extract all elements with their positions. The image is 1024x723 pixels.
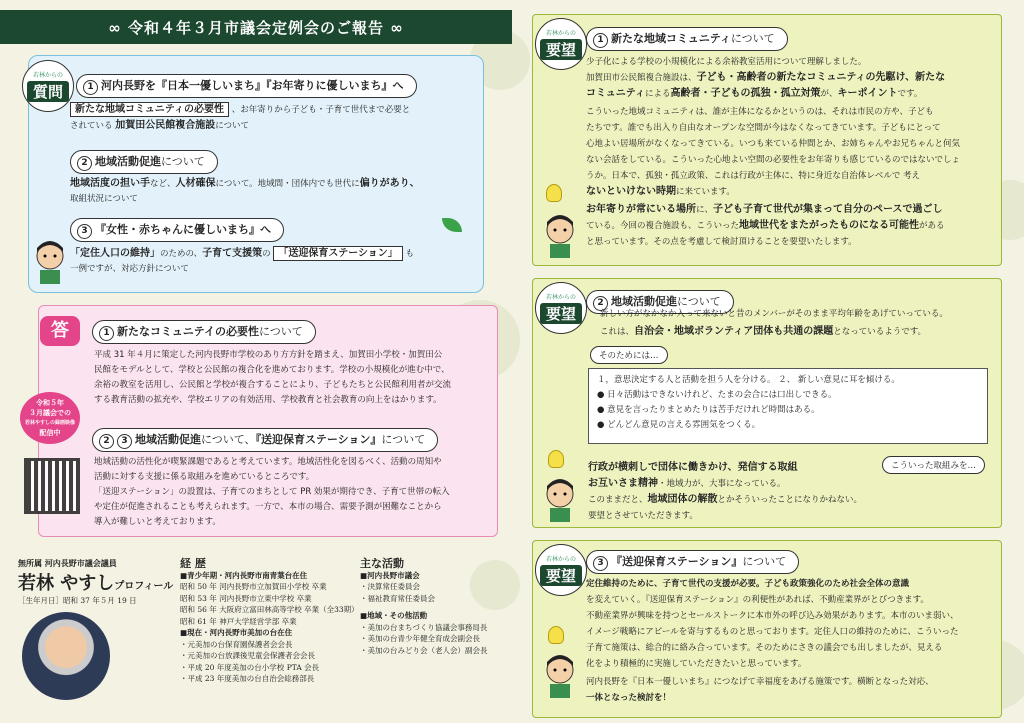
question-topic2-text: 地域活度の担い手など、人材確保について。地域間・団体内でも世代に偏りがあり、 取組状況について <box>70 178 420 204</box>
answer-topic1: 1 新たなコミュニテイの必要性について <box>92 320 316 344</box>
stream-badge: 令和５年 ３月議会での 若林やすしの録画映像 配信中 <box>20 392 80 444</box>
answer-text1: 平成 31 年４月に策定した河内長野市学校のあり方方針を踏まえ、加賀田小学校・加賀田公 民館をモデルとして、学校と公民館の複合化を進めております。学校の小規模化が進む中で、 余裕の教室を活用し、公民館と学校が複合することにより、子どもたちと公民館利用者が交流 する教育活動の拡充や、学校エリアの有効活用、学校教育と社会教育の向上をはかります。 <box>94 350 452 405</box>
speech-bubble-2: こういった取組みを… <box>882 456 985 474</box>
man-face-icon <box>540 212 580 258</box>
profile-photo <box>22 612 110 700</box>
ideas-box: １，意思決定する人と活動を担う人を分ける。 ２、 新しい意見に耳を傾ける。 ● 日々活動はできないけれど、たまの会合には口出しできる。 ● 意見を言ったりまとめたりは苦手だけれど時間はある。 ● どんどん意見の言える雰囲気をつくる。 <box>588 368 988 444</box>
answer-topic2: 2 3 地域活動促進について、『送迎保育ステーション』について <box>92 428 438 452</box>
lightbulb-icon <box>548 626 564 644</box>
request3-title: 3 『送迎保育ステーション』について <box>586 550 799 574</box>
man-face-icon <box>540 476 580 522</box>
man-face-icon <box>30 238 70 284</box>
lightbulb-icon <box>546 184 562 202</box>
request1-title: 1 新たな地域コミュニティについて <box>586 27 788 51</box>
qr-code[interactable] <box>24 458 80 514</box>
request3-badge: 若林からの 要望 <box>535 544 587 596</box>
career: 経 歴 ■青少年期・河内長野市南青葉台在住 昭和 50 年 河内長野市立加賀田小学校 卒業 昭和 53 年 河内長野市立東中学校 卒業 昭和 56 年 大阪府立富田林高等学校 卒業（全33期） 昭和 61 年 神戸大学経営学部 卒業 ■現在・河内長野市美加の台在住 ・元美加の台保育園保護者会会長 ・元美加の台放課後児童会保護者会会長 ・平成 20 年度美加の台小学校 PTA 会長 ・平成 23 年度美加の台自治会総務部長 <box>180 557 359 683</box>
question-topic3-text: 「定住人口の維持」のための、子育て支援策の 「送迎保育ステーション」 も 一例ですが、対応方針について <box>70 248 415 274</box>
profile-name: 若林 やすしプロフィール <box>18 573 174 594</box>
request1-text: 少子化による学校の小規模化による余裕教室活用について理解しました。 加賀田市公民館複合施設は、子ども・高齢者の新たなコミュニティの先駆け、新たな コミュニティによる高齢者・子どもの孤独・孤立対策が、キーポイントです。 こういった地域コミュニティは、誰が主体になるかというのは、それは市民の方や、子ども たちです。誰でも出入り自由なオープンな空間が今はなくなってきています。子どもにとって 心地よい居場所がなくなってきている。いつも来ている仲間とか、お姉ちゃんやお兄ちゃんと何気 ない会話をしている。こういった心地よい空間の必要性をお年寄りも感じているのではないでしょ うか。日本で、孤独・孤立政策、これは行政が主体に、特に身近な自治体レベルで 考え ないといけない時期に来ています。 お年寄りが常にいる場所に、子ども子育て世代が集まって自分のペースで過ごし ている。今回の複合施設も、こういった地域世代をまたがったものになる可能性がある と思っています。その点を考慮して検討頂けることを要望いたします。 <box>586 57 961 247</box>
page-header: ∞ 令和４年３月市議会定例会のご報告 ∞ <box>0 10 512 44</box>
main-activities: 主な活動 ■河内長野市議会 ・決算常任委員会 ・福祉教育常任委員会 ■地域・その他活動 ・美加の台まちづくり協議会事務局長 ・美加の台青少年健全育成会副会長 ・美加の台みどり会（老人会）副会長 <box>360 557 488 655</box>
question-topic2: 2 地域活動促進について <box>70 150 218 174</box>
man-face-icon <box>540 652 580 698</box>
request1-badge: 若林からの 要望 <box>535 18 587 70</box>
request3-text: 定住維持のために、子育て世代の支援が必要。子ども政策強化のため社会全体の意識 を変えていく。『送迎保育ステーション』の利便性があれば、不動産業界がとびつきます。 不動産業界が興味を持つとセールストークに本市外の呼び込み効果があります。本市のいま弱い、 イメージ戦略にアピールを寄与するものと思っております。定住人口の維持のために、こういった 子育て施策は、総合的に絡み合っています。そのためにさきの議会でも出しましたが、見える 化をより積極的に実施していただきたいと思っています。 河内長野を『日本一優しいまち』につなげて幸福度をあげる施策です。横断となった対応、 一体となった検討を！ <box>586 579 959 703</box>
profile-birth: ［生年月日］昭和 37 年５月 19 日 <box>18 596 137 605</box>
speech-bubble: そのためには… <box>590 346 668 364</box>
answer-badge: 答 <box>40 316 80 346</box>
profile-affiliation: 無所属 河内長野市議会議員 <box>18 558 117 568</box>
request2-badge: 若林からの 要望 <box>535 282 587 334</box>
answer-text2: 地域活動の活性化が喫緊課題であると考えています。地域活性化を図るべく、活動の周知や 活動に対する支援に係る取組みを進めているところです。 「送迎ステーション」の設置は、子育てのまちとして PR 効果が期待でき、子育て世帯の転入 や定住が促進されることも考えられます。一方で、本市の場合、需要予測が困難なことから 導入が難しいと考えております。 <box>94 457 450 527</box>
question-topic3: 3 『女性・赤ちゃんに優しいまち』へ <box>70 218 284 242</box>
question-topic1: 1 河内長野を『日本一優しいまち』『お年寄りに優しいまち』へ <box>76 74 417 98</box>
question-badge: 若林からの 質問 <box>22 60 74 112</box>
request2-title: 2 地域活動促進について <box>586 290 734 314</box>
question-topic1-text: 新たな地域コミュニティの必要性 、お年寄りから子ども・子育て世代まで必要と されている 加賀田公民館複合施設について <box>70 104 411 131</box>
request2-text: 新しい方がなかなか入って来ないと昔のメンバーがそのまま平均年齢をあげていっている。 これは、自治会・地域ボランティア団体も共通の課題となっているようです。 <box>600 309 948 337</box>
request2-conclusion: 行政が横刺しで団体に働きかけ、発信する取組 お互いさま精神・地域力が、大事になっている。 このままだと、地域団体の解散とかそういったことになりかねない。 要望とさせていただきます。 <box>588 462 863 521</box>
lightbulb-icon <box>548 450 564 468</box>
